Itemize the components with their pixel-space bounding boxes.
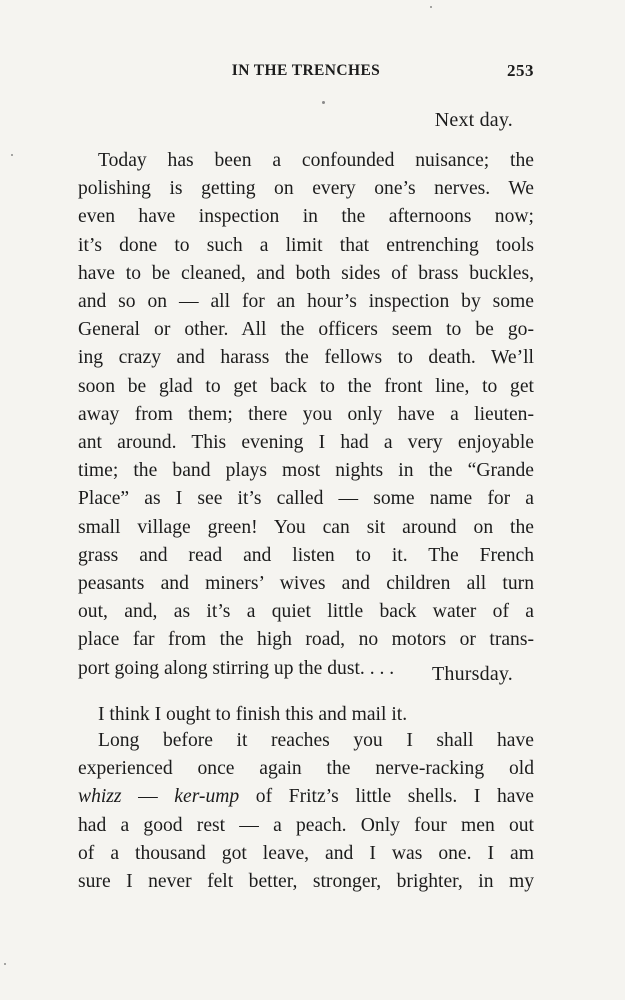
text-line (78, 147, 534, 175)
text-line: it’s done to such a limit that entrenching tools (78, 234, 534, 256)
paper-speck (11, 154, 13, 156)
page-number: 253 (507, 61, 534, 80)
paper-speck (4, 963, 6, 965)
text-line: away from them; there you only have a lieuten- (78, 403, 534, 425)
paragraph (78, 727, 534, 896)
text-line: I think I ought to finish this and mail it. (98, 704, 408, 725)
text-line-with-italics: whizz — ker-ump of Fritz’s little shells. I have (78, 786, 534, 808)
text-line: and so on — all for an hour’s inspection by some (78, 291, 534, 313)
text-line: soon be glad to get back to the front line, to get (78, 375, 534, 397)
text-line: had a good rest — a peach. Only four men out (78, 814, 534, 836)
text-line: out, and, as it’s a quiet little back water of a (78, 601, 534, 623)
paper-speck (430, 6, 432, 8)
paragraph (78, 147, 534, 683)
text-line: ing crazy and harass the fellows to death. We’ll (78, 347, 534, 369)
text-line: port going along stirring up the dust. . . . (78, 657, 395, 679)
entry-date: Thursday. (431, 663, 513, 685)
text-line: grass and read and listen to it. The French (78, 544, 534, 566)
text-line: General or other. All the officers seem to be go- (78, 319, 534, 341)
line-text: Today has been a confounded nuisance; the (98, 150, 534, 171)
text-line: polishing is getting on every one’s nerves. We (78, 178, 534, 200)
text-line: of a thousand got leave, and I was one. I am (78, 842, 534, 864)
running-head (78, 62, 534, 86)
running-title: IN THE TRENCHES (231, 62, 381, 79)
entry-date: Next day. (434, 109, 513, 131)
italic-word: ker-ump (174, 786, 240, 808)
paper-speck (322, 101, 325, 104)
text-line: place far from the high road, no motors or trans- (78, 629, 534, 651)
line-remainder: of Fritz’s little shells. I have (255, 786, 534, 808)
text-line: even have inspection in the afternoons now; (78, 206, 534, 228)
text-line: Place” as I see it’s called — some name for a (78, 488, 534, 510)
text-line: experienced once again the nerve-racking old (78, 758, 534, 780)
text-line: time; the band plays most nights in the “Grande (78, 460, 534, 482)
text-line: sure I never felt better, stronger, brighter, in my (78, 871, 534, 893)
text-line: ant around. This evening I had a very enjoyable (78, 432, 534, 454)
paragraph (78, 701, 534, 729)
text-line: have to be cleaned, and both sides of brass buckles, (78, 262, 534, 284)
italic-word: whizz (78, 786, 122, 808)
text-line: small village green! You can sit around on the (78, 516, 534, 538)
text-line: peasants and miners’ wives and children all turn (78, 573, 534, 595)
text-line: Long before it reaches you I shall have (98, 730, 534, 751)
